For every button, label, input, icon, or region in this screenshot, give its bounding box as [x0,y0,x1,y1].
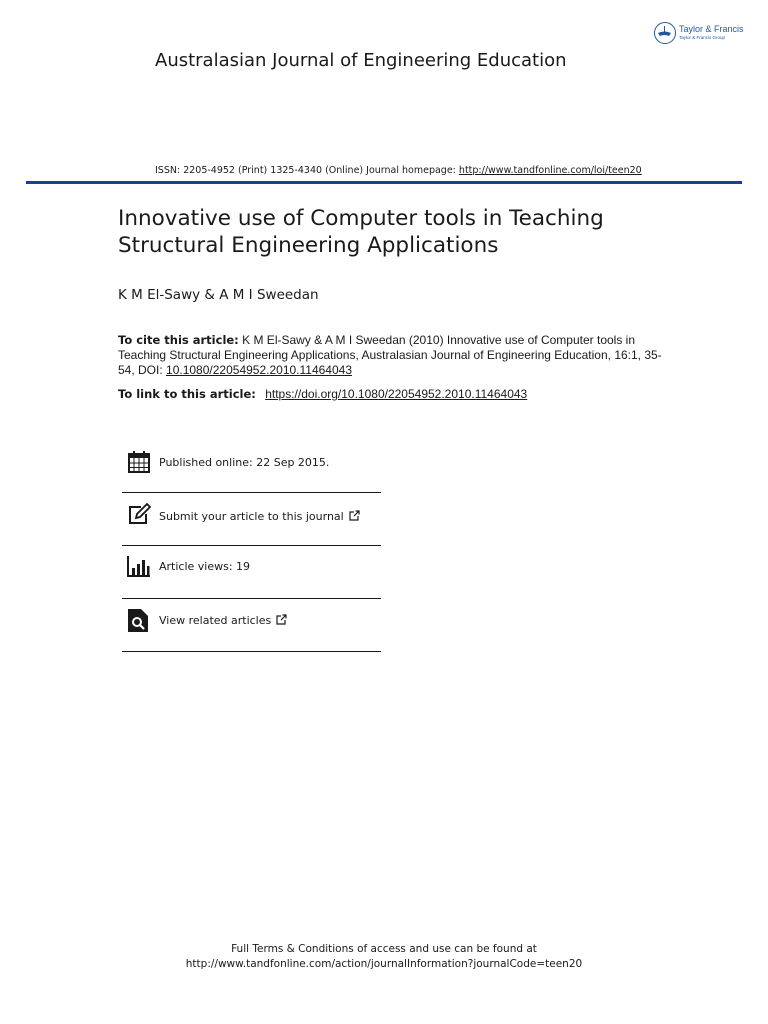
article-link-line [118,387,527,401]
external-link-icon [276,614,287,625]
citation-doi-link[interactable]: 10.1080/22054952.2010.11464043 [166,363,352,377]
header-rule [26,181,742,184]
article-authors: K M El-Sawy & A M I Sweedan [118,287,319,303]
citation-text: K M El-Sawy & A M I Sweedan (2010) Innovative use of Computer tools in Teaching Structural Engineering Applications, Australasian Journal of Engineering Education, 16:1, 35-54, DOI: [118,333,662,377]
journal-homepage-link[interactable]: http://www.tandfonline.com/loi/teen20 [458,165,642,176]
link-label: To link to this article: [118,387,256,401]
related-articles-link[interactable] [159,614,287,627]
submit-row[interactable] [122,493,381,546]
citation-label: To cite this article: [118,333,239,347]
calendar-icon [127,450,151,474]
search-document-icon [127,608,151,632]
related-row[interactable] [122,599,381,652]
published-date: Published online: 22 Sep 2015. [159,456,330,469]
article-views: Article views: 19 [159,560,251,573]
external-link-icon [349,510,360,521]
citation-block [118,333,663,378]
published-row [122,440,381,493]
footer-line-1: Full Terms & Conditions of access and use can be found at [231,943,537,955]
submit-article-label: Submit your article to this journal [159,510,344,523]
footer-terms-link[interactable]: http://www.tandfonline.com/action/journalInformation?journalCode=teen20 [185,958,583,970]
publisher-logo [654,22,754,48]
article-info-list [122,440,381,652]
publisher-tagline: Taylor & Francis Group [679,35,726,40]
bar-chart-icon [127,555,151,579]
submit-article-link[interactable] [159,510,360,523]
issn-line [155,165,642,176]
publisher-name: Taylor & Francis [679,24,744,34]
terms-footer [0,942,768,972]
related-articles-label: View related articles [159,614,272,627]
issn-text: ISSN: 2205-4952 (Print) 1325-4340 (Online) Journal homepage: [155,165,459,176]
article-title: Innovative use of Computer tools in Teaching Structural Engineering Applications [118,206,604,258]
doi-url-link[interactable]: https://doi.org/10.1080/22054952.2010.11464043 [265,387,528,401]
logo-mark-icon [654,22,676,44]
journal-title: Australasian Journal of Engineering Education [155,50,567,71]
views-row [122,546,381,599]
edit-icon [127,503,151,527]
